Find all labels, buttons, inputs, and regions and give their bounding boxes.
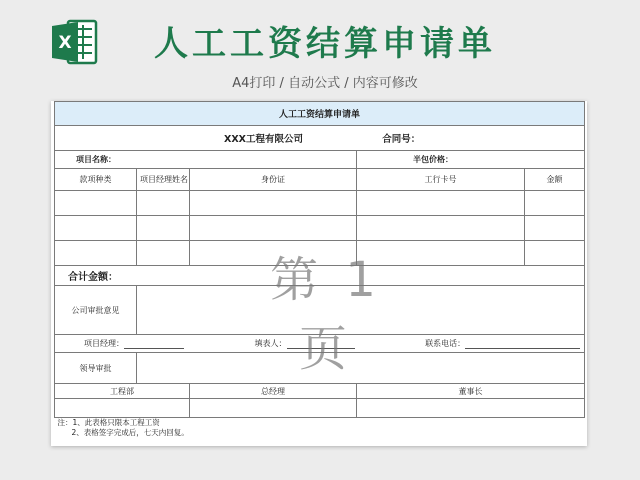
table-cell[interactable] [55,191,137,216]
department-header-row [55,384,585,399]
table-cell[interactable] [137,191,190,216]
project-label: 项目名称： [76,155,116,164]
dept-chairman-sign[interactable] [357,399,585,418]
table-cell[interactable] [357,191,525,216]
spreadsheet-sheet [51,101,587,446]
total-label: 合计金额： [68,272,118,283]
page-title: 人工工资结算申请单 [154,24,496,64]
contract-label: 合同号： [382,134,421,145]
page-subtitle: A4打印 / 自动公式 / 内容可修改 [232,76,418,91]
department-sign-row [55,399,585,418]
table-cell[interactable] [137,216,190,241]
table-cell[interactable] [190,191,357,216]
note-line: 注：1、此表格只限本工程工资 [57,418,160,427]
note-line: 2、表格签字完成后，七天内回复。 [71,428,189,437]
phone-label: 联系电话： [425,339,466,348]
svg-text:X: X [58,33,72,53]
table-cell[interactable] [55,216,137,241]
phone-line [465,340,580,349]
dept-gm-sign[interactable] [190,399,357,418]
table-cell[interactable] [55,241,137,266]
dept-engineering-label: 工程部 [55,384,190,399]
notes-cell [55,418,585,446]
banner [0,0,640,100]
form-title: 人工工资结算申请单 [55,102,585,126]
column-header: 金额 [525,169,585,191]
table-cell[interactable] [525,241,585,266]
column-header: 工行卡号 [357,169,525,191]
table-cell[interactable] [137,241,190,266]
table-row [55,216,585,241]
subcontract-price-label: 半包价格： [413,155,453,164]
company-name: XXX工程有限公司 [224,134,303,145]
form-title-row [55,102,585,126]
subcontract-cell[interactable] [357,151,585,169]
company-cell[interactable] [55,126,585,151]
company-opinion-label: 公司审批意见 [55,286,137,335]
page-watermark: 第 1 页 [270,252,382,377]
table-cell[interactable] [525,191,585,216]
table-cell[interactable] [525,216,585,241]
pm-signature-line [124,340,184,349]
filler-label: 填表人： [254,339,287,348]
project-row [55,151,585,169]
dept-gm-label: 总经理 [190,384,357,399]
table-cell[interactable] [190,216,357,241]
table-header-row [55,169,585,191]
column-header: 项目经理姓名 [137,169,190,191]
company-row [55,126,585,151]
excel-icon [50,17,100,67]
dept-engineering-sign[interactable] [55,399,190,418]
table-cell[interactable] [357,216,525,241]
column-header: 款项种类 [55,169,137,191]
column-header: 身份证 [190,169,357,191]
notes-row [55,418,585,446]
project-cell[interactable] [55,151,357,169]
pm-label: 项目经理： [84,339,124,348]
leader-approval-label: 领导审批 [55,353,137,384]
dept-chairman-label: 董事长 [357,384,585,399]
table-row [55,191,585,216]
